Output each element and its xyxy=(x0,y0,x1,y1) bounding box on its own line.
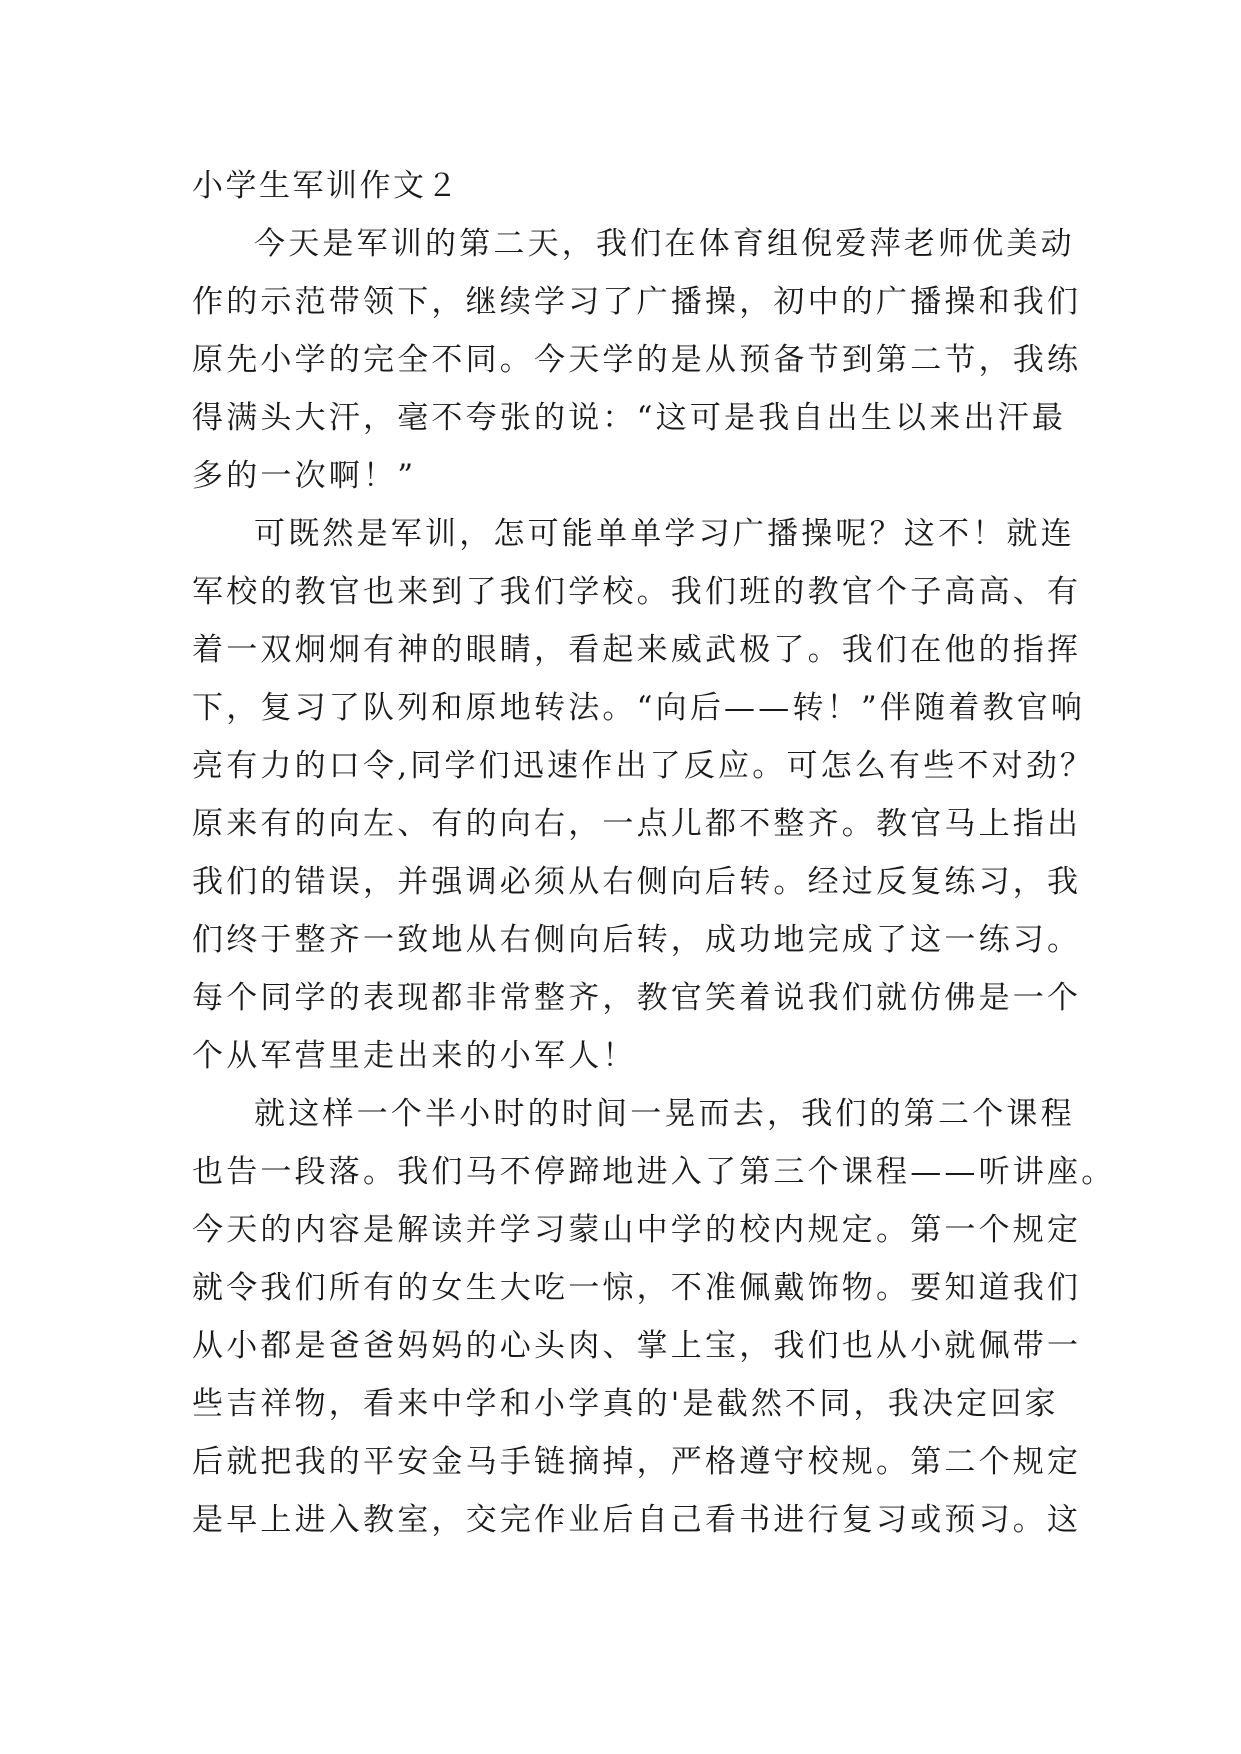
paragraph-3-line-5: 从小都是爸爸妈妈的心头肉、掌上宝，我们也从小就佩带一 xyxy=(192,1328,1082,1364)
paragraph-3-line-4: 就令我们所有的女生大吃一惊，不准佩戴饰物。要知道我们 xyxy=(192,1270,1082,1306)
paragraph-2-line-1: 可既然是军训，怎可能单单学习广播操呢？这不！就连 xyxy=(254,516,1075,552)
paragraph-3-line-2: 也告一段落。我们马不停蹄地进入了第三个课程——听讲座。 xyxy=(192,1154,1116,1190)
paragraph-2-line-4: 下，复习了队列和原地转法。“向后——转！”伴随着教官响 xyxy=(192,690,1086,726)
paragraph-2-line-8: 们终于整齐一致地从右侧向后转，成功地完成了这一练习。 xyxy=(192,922,1082,958)
paragraph-3-line-6: 些吉祥物，看来中学和小学真的'是截然不同，我决定回家 xyxy=(192,1386,1059,1422)
paragraph-2-line-3: 着一双炯炯有神的眼睛，看起来威武极了。我们在他的指挥 xyxy=(192,632,1082,668)
document-title: 小学生军训作文２ xyxy=(192,168,460,204)
paragraph-2-line-10: 个从军营里走出来的小军人！ xyxy=(192,1038,637,1074)
paragraph-1-line-2: 作的示范带领下，继续学习了广播操，初中的广播操和我们 xyxy=(192,284,1082,320)
paragraph-2-line-5: 亮有力的口令,同学们迅速作出了反应。可怎么有些不对劲？ xyxy=(192,748,1095,784)
paragraph-3-line-7: 后就把我的平安金马手链摘掉，严格遵守校规。第二个规定 xyxy=(192,1444,1082,1480)
paragraph-3-line-3: 今天的内容是解读并学习蒙山中学的校内规定。第一个规定 xyxy=(192,1212,1082,1248)
paragraph-2-line-7: 我们的错误，并强调必须从右侧向后转。经过反复练习，我 xyxy=(192,864,1082,900)
paragraph-1-line-4: 得满头大汗，毫不夸张的说：“这可是我自出生以来出汗最 xyxy=(192,400,1067,436)
paragraph-2-line-2: 军校的教官也来到了我们学校。我们班的教官个子高高、有 xyxy=(192,574,1082,610)
paragraph-1-line-5: 多的一次啊！” xyxy=(192,458,417,494)
paragraph-3-line-1: 就这样一个半小时的时间一晃而去，我们的第二个课程 xyxy=(254,1096,1075,1132)
paragraph-1-line-3: 原先小学的完全不同。今天学的是从预备节到第二节，我练 xyxy=(192,342,1082,378)
paragraph-1-line-1: 今天是军训的第二天，我们在体育组倪爱萍老师优美动 xyxy=(254,226,1075,262)
paragraph-2-line-6: 原来有的向左、有的向右，一点儿都不整齐。教官马上指出 xyxy=(192,806,1082,842)
paragraph-2-line-9: 每个同学的表现都非常整齐，教官笑着说我们就仿佛是一个 xyxy=(192,980,1082,1016)
paragraph-3-line-8: 是早上进入教室，交完作业后自己看书进行复习或预习。这 xyxy=(192,1502,1082,1538)
